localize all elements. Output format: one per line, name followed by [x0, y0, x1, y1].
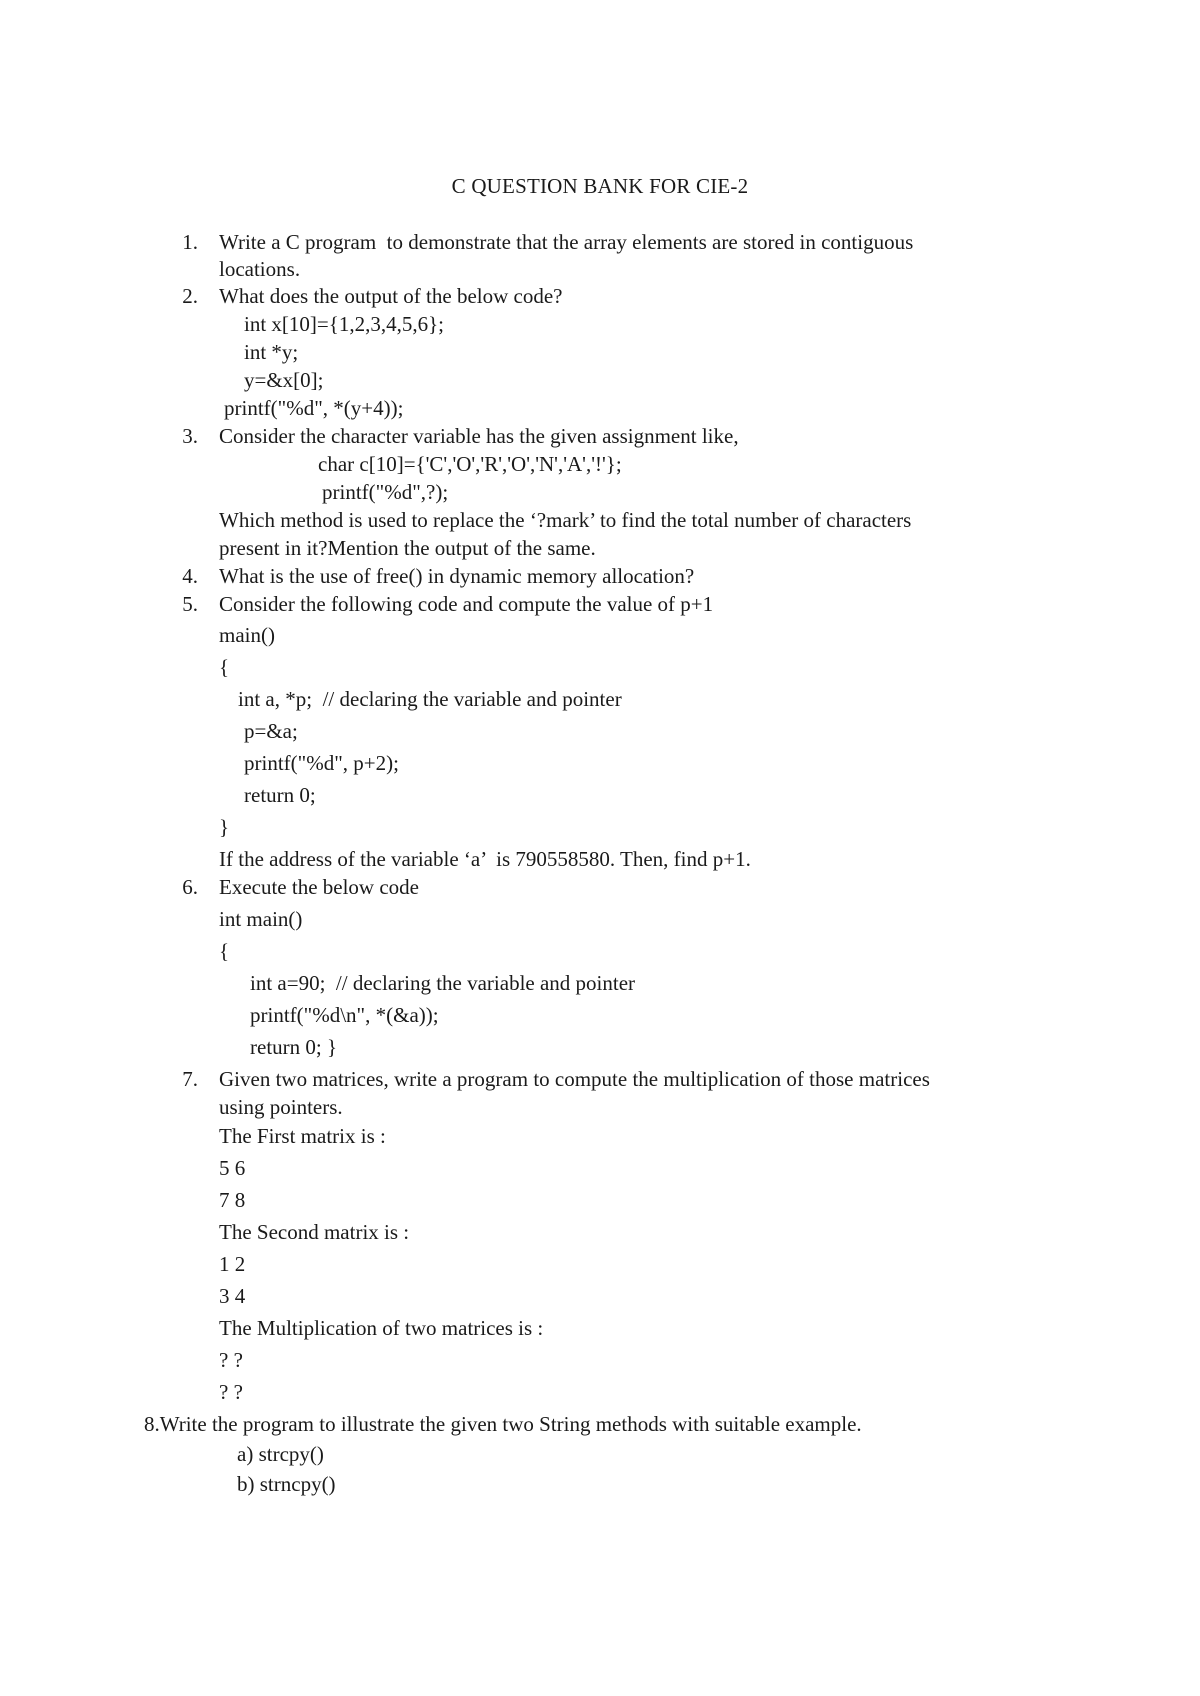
document-line: b) strncpy(): [237, 1472, 336, 1496]
document-line: The Second matrix is :: [219, 1220, 410, 1244]
document-line: printf("%d", p+2);: [244, 751, 399, 775]
document-line: int *y;: [244, 340, 299, 364]
document-line: main(): [219, 623, 275, 647]
document-line: 3 4: [219, 1284, 246, 1308]
question-number: 6.: [182, 875, 198, 899]
document-line: return 0;: [244, 783, 316, 807]
document-line: 8.Write the program to illustrate the given two String methods with suitable example.: [144, 1412, 862, 1436]
document-line: int main(): [219, 907, 303, 931]
document-line: {: [219, 655, 230, 679]
document-line: Write a C program to demonstrate that the array elements are stored in contiguous: [219, 230, 914, 254]
document-line: 5 6: [219, 1156, 246, 1180]
document-line: locations.: [219, 257, 301, 281]
question-number: 1.: [182, 230, 198, 254]
document-line: 7 8: [219, 1188, 246, 1212]
document-line: Which method is used to replace the ‘?mark’ to find the total number of characters: [219, 508, 912, 532]
document-line: ? ?: [219, 1380, 243, 1404]
document-line: {: [219, 939, 230, 963]
document-line: printf("%d\n", *(&a));: [250, 1003, 439, 1027]
document-line: printf("%d", *(y+4));: [224, 396, 404, 420]
document-line: The Multiplication of two matrices is :: [219, 1316, 544, 1340]
question-number: 3.: [182, 424, 198, 448]
document-line: Consider the following code and compute the value of p+1: [219, 592, 714, 616]
document-line: a) strcpy(): [237, 1442, 324, 1466]
document-line: Consider the character variable has the given assignment like,: [219, 424, 739, 448]
document-line: present in it?Mention the output of the same.: [219, 536, 596, 560]
question-number: 2.: [182, 284, 198, 308]
document-line: int a=90; // declaring the variable and pointer: [250, 971, 636, 995]
document-line: Given two matrices, write a program to compute the multiplication of those matrices: [219, 1067, 930, 1091]
document-line: }: [219, 815, 230, 839]
question-number: 5.: [182, 592, 198, 616]
document-line: If the address of the variable ‘a’ is 790558580. Then, find p+1.: [219, 847, 751, 871]
document-line: The First matrix is :: [219, 1124, 386, 1148]
document-line: printf("%d",?);: [322, 480, 449, 504]
question-number: 4.: [182, 564, 198, 588]
document-line: What is the use of free() in dynamic memory allocation?: [219, 564, 695, 588]
document-title: C QUESTION BANK FOR CIE-2: [451, 174, 749, 198]
document-line: using pointers.: [219, 1095, 343, 1119]
document-line: 1 2: [219, 1252, 246, 1276]
document-line: int x[10]={1,2,3,4,5,6};: [244, 312, 444, 336]
document-line: int a, *p; // declaring the variable and pointer: [238, 687, 622, 711]
question-number: 7.: [182, 1067, 198, 1091]
document-line: return 0; }: [250, 1035, 338, 1059]
document-line: Execute the below code: [219, 875, 419, 899]
document-line: ? ?: [219, 1348, 243, 1372]
document-line: y=&x[0];: [244, 368, 324, 392]
document-line: What does the output of the below code?: [219, 284, 563, 308]
document-line: p=&a;: [244, 719, 298, 743]
document-line: char c[10]={'C','O','R','O','N','A','!'};: [318, 452, 622, 476]
